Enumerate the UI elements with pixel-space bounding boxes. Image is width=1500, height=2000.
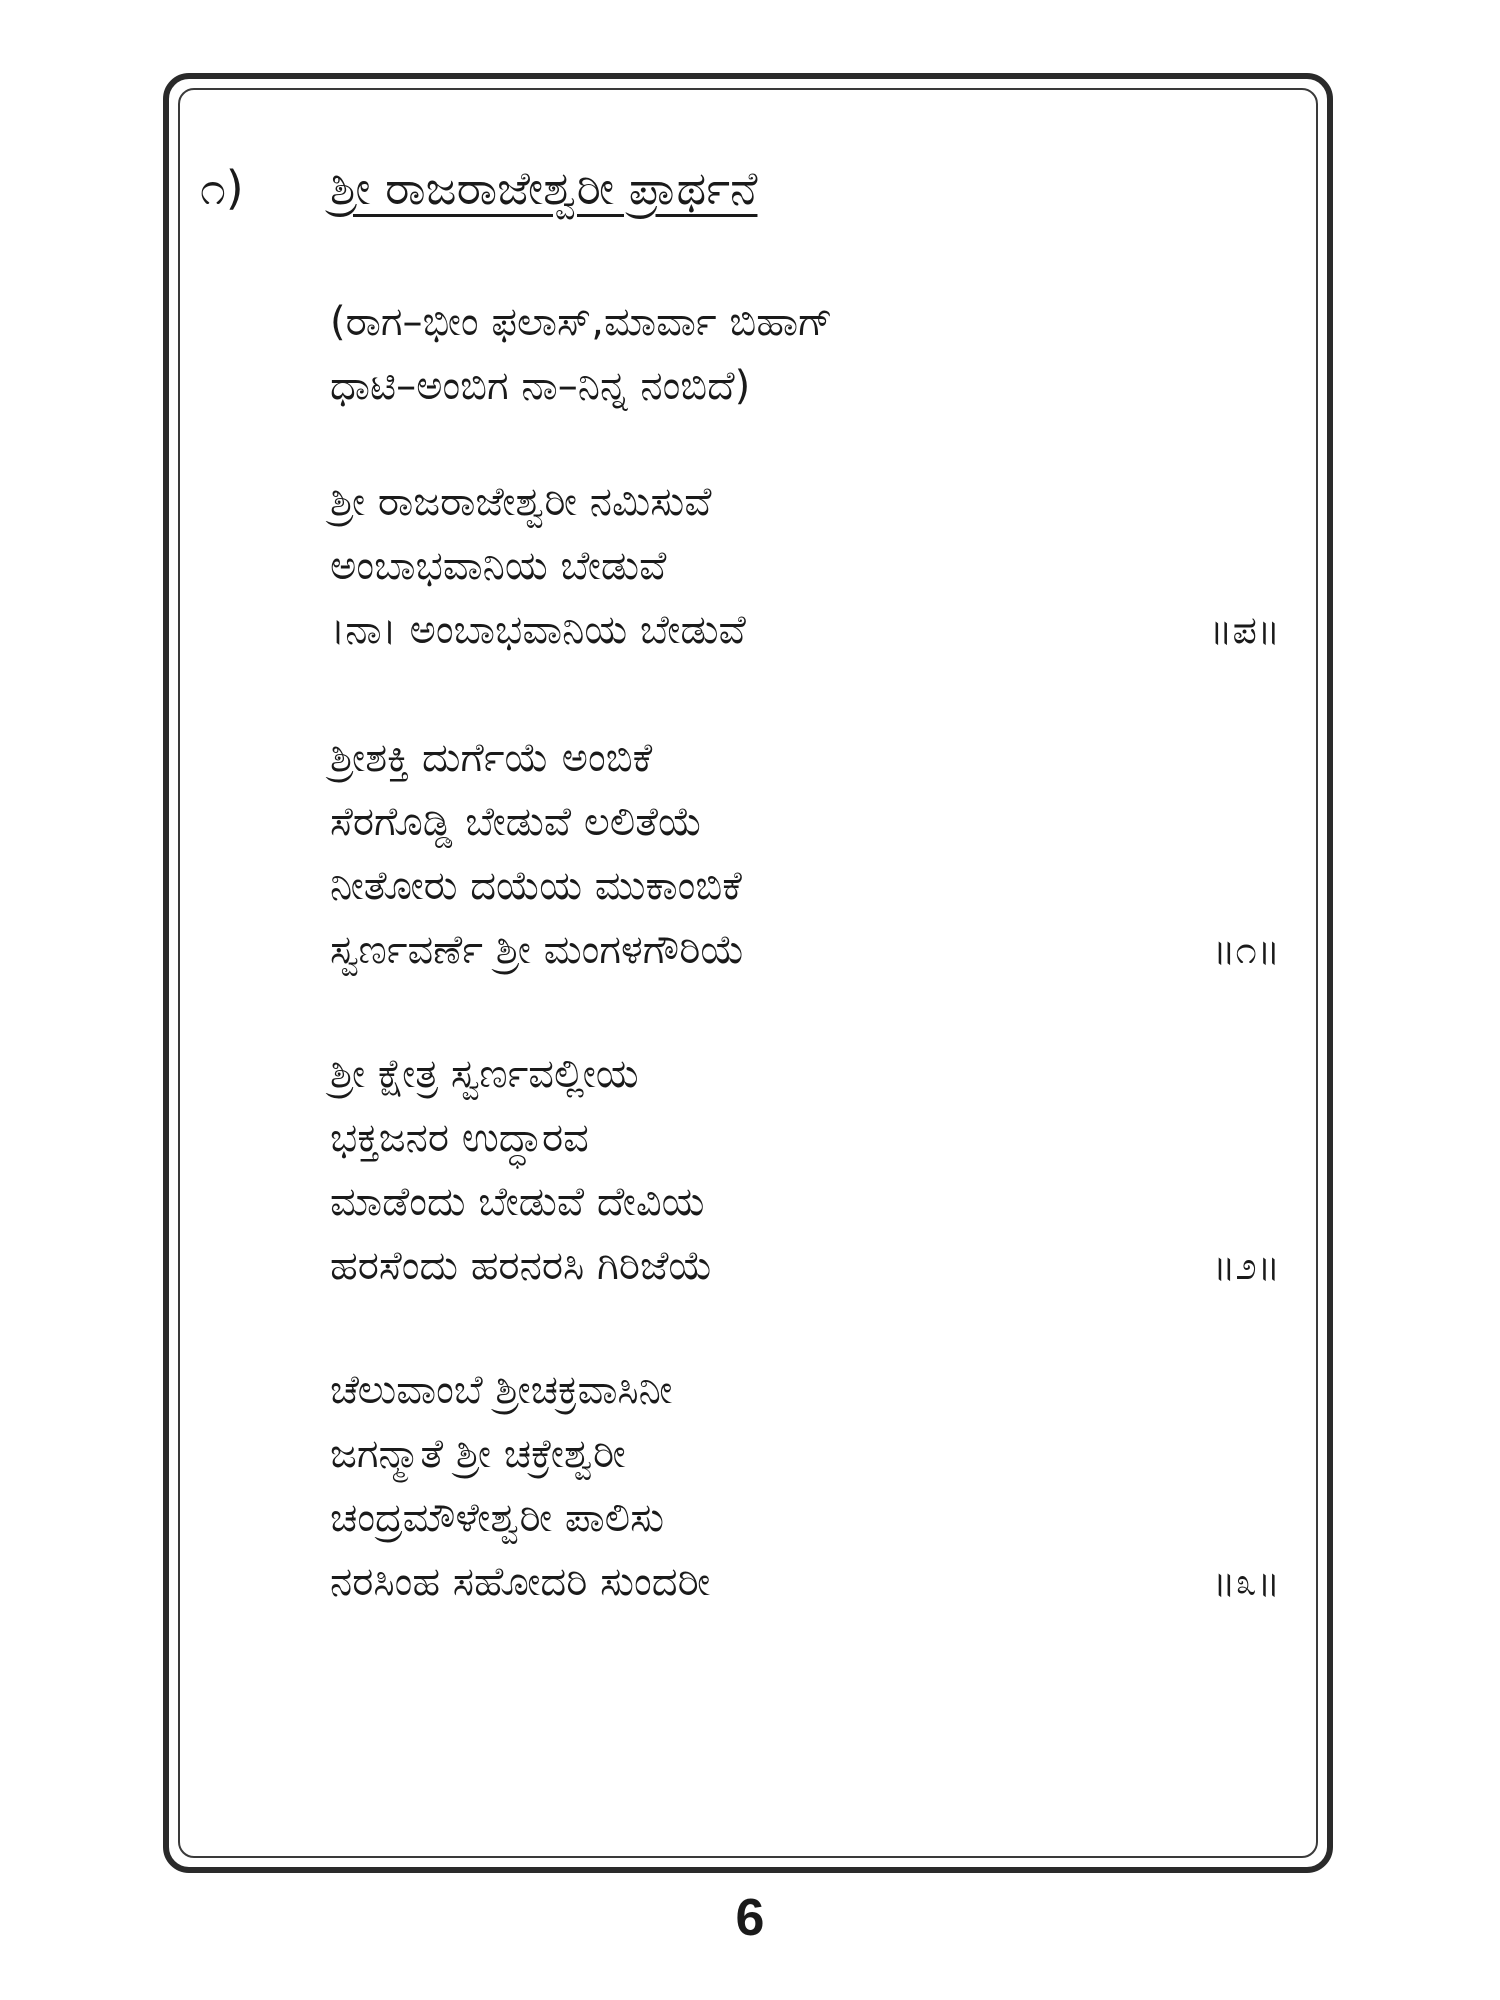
verse-line: ಶ್ರೀ ರಾಜರಾಜೇಶ್ವರೀ ನಮಿಸುವೆ — [330, 479, 712, 525]
verse-line: ನರಸಿಂಹ ಸಹೋದರಿ ಸುಂದರೀ ॥೩॥ — [330, 1550, 1280, 1614]
page-number: 6 — [735, 1889, 765, 1947]
song-title: ಶ್ರೀ ರಾಜರಾಜೇಶ್ವರೀ ಪ್ರಾರ್ಥನೆ — [330, 161, 758, 215]
verse-line: ಜಗನ್ಮಾತೆ ಶ್ರೀ ಚಕ್ರೇಶ್ವರೀ — [330, 1431, 626, 1477]
verse-line: ಸ್ವರ್ಣವರ್ಣೆ ಶ್ರೀ ಮಂಗಳಗೌರಿಯೆ ॥೧॥ — [330, 918, 1280, 982]
verse-line: ಸೆರಗೊಡ್ಡಿ ಬೇಡುವೆ ಲಲಿತೆಯೆ — [330, 799, 703, 845]
verse-line: ಹರಸೆಂದು ಹರನರಸಿ ಗಿರಿಜೆಯೆ ॥೨॥ — [330, 1234, 1280, 1298]
verse-line: ಶ್ರೀಶಕ್ತಿ ದುರ್ಗೆಯೆ ಅಂಬಿಕೆ — [330, 735, 653, 781]
verse-line: ನೀತೋರು ದಯೆಯ ಮುಕಾಂಬಿಕೆ — [330, 863, 742, 909]
verse-line: ಅಂಬಾಭವಾನಿಯ ಬೇಡುವೆ — [330, 543, 667, 589]
verse-line: ಭಕ್ತಜನರ ಉದ್ಧಾರವ — [330, 1115, 589, 1161]
stanza-marker: ॥ಪ॥ — [1209, 608, 1280, 652]
raga-line: ಧಾಟಿ–ಅಂಬಿಗ ನಾ–ನಿನ್ನ ನಂಬಿದೆ) — [330, 363, 751, 409]
verse-line: ಮಾಡೆಂದು ಬೇಡುವೆ ದೇವಿಯ — [330, 1179, 705, 1225]
stanza-marker: ॥೨॥ — [1212, 1244, 1280, 1288]
raga-line: (ರಾಗ–ಭೀಂ ಫಲಾಸ್,ಮಾರ್ವಾ ಬಿಹಾಗ್ — [330, 299, 833, 345]
raga-info — [330, 290, 833, 418]
stanza-1 — [330, 726, 1280, 982]
stanza-pallavi — [330, 470, 1280, 662]
stanza-marker: ॥೧॥ — [1212, 928, 1280, 972]
verse-line: ಚೆಲುವಾಂಬೆ ಶ್ರೀಚಕ್ರವಾಸಿನೀ — [330, 1367, 673, 1413]
stanza-marker: ॥೩॥ — [1212, 1560, 1280, 1604]
verse-line: ಚಂದ್ರಮೌಳೇಶ್ವರೀ ಪಾಲಿಸು — [330, 1495, 665, 1541]
verse-line: ।ನಾ। ಅಂಬಾಭವಾನಿಯ ಬೇಡುವೆ ॥ಪ॥ — [330, 598, 1280, 662]
stanza-2 — [330, 1042, 1280, 1298]
stanza-3 — [330, 1358, 1280, 1614]
song-number: ೧) — [200, 161, 244, 215]
verse-line: ಶ್ರೀ ಕ್ಷೇತ್ರ ಸ್ವರ್ಣವಲ್ಲೀಯ — [330, 1051, 639, 1097]
